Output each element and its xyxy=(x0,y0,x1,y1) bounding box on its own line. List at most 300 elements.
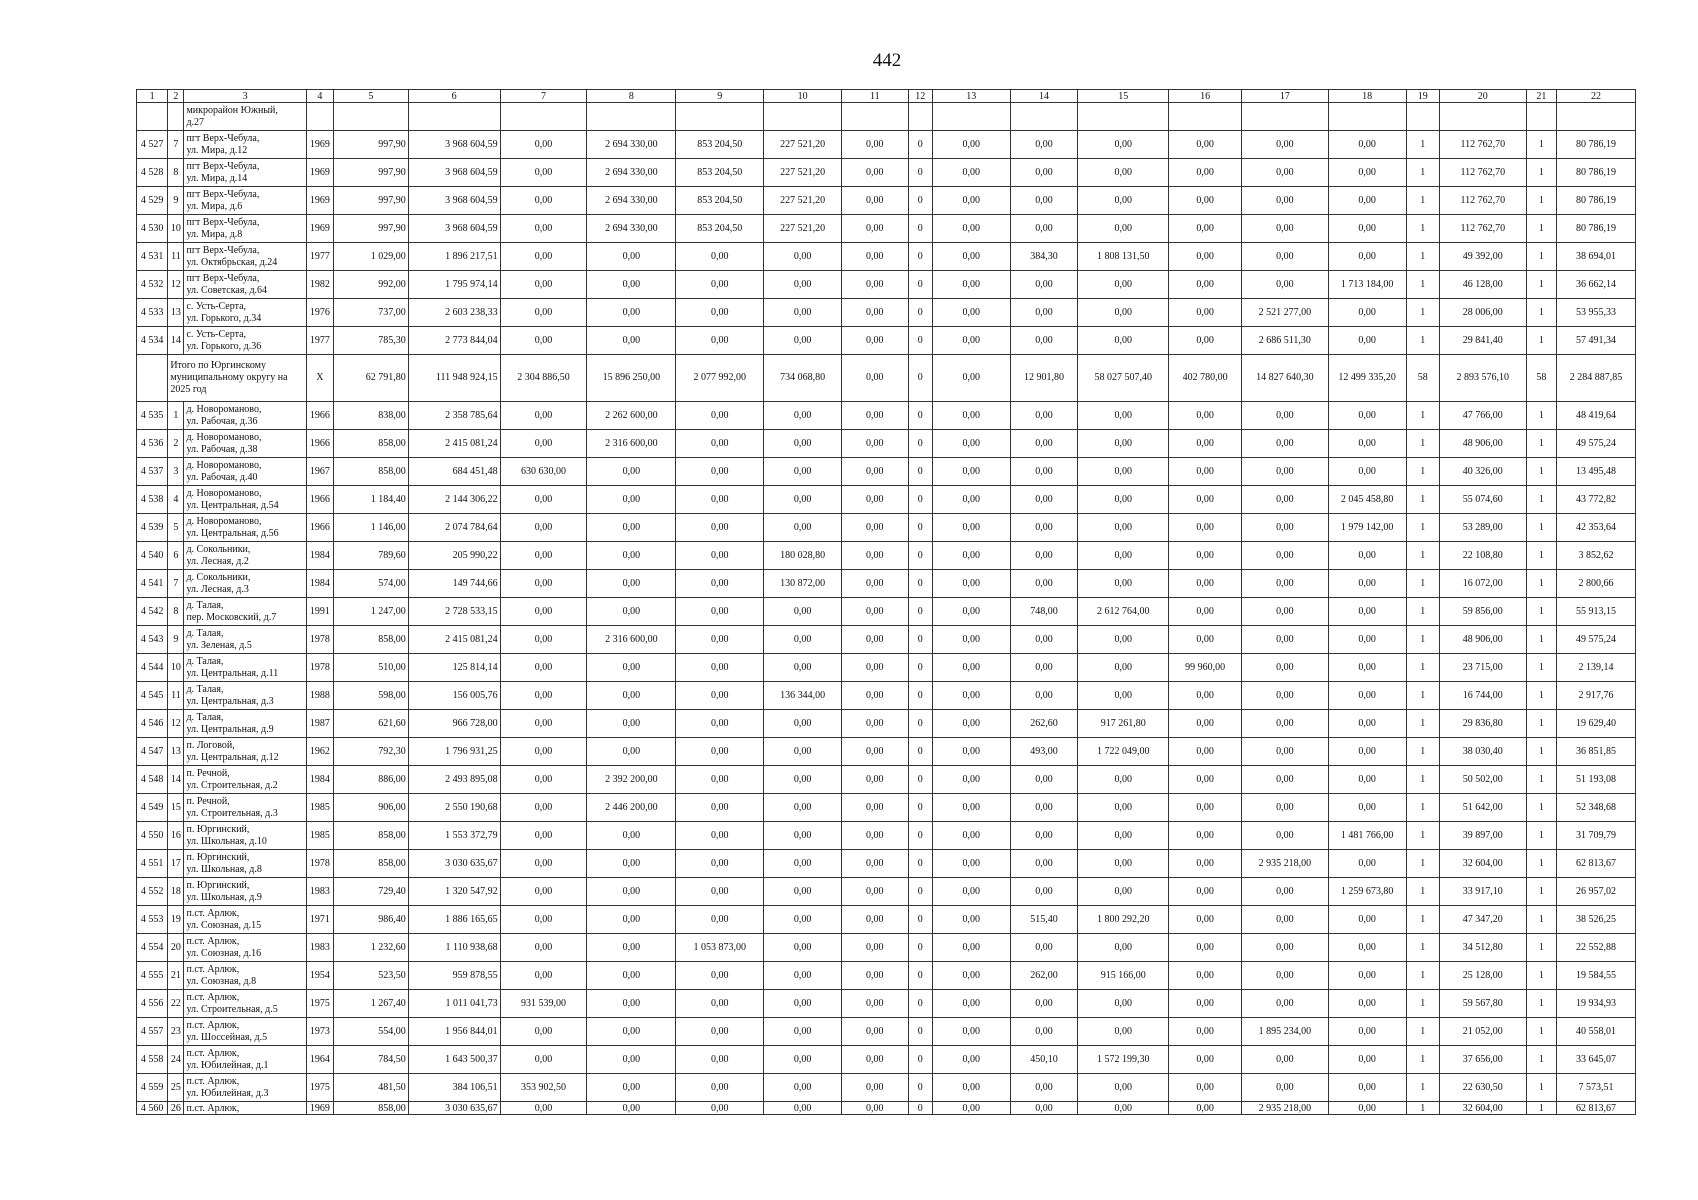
value-cell-c13: 0,00 xyxy=(932,243,1010,271)
table-row xyxy=(137,458,1636,486)
address-line: ул. Мира, д.14 xyxy=(186,172,248,184)
value-cell-c9: 853 204,50 xyxy=(676,159,764,187)
row-number-cell: 8 xyxy=(168,159,184,187)
table-body xyxy=(137,90,1636,1115)
value-cell-c21: 1 xyxy=(1526,327,1556,355)
value-cell-c15: 0,00 xyxy=(1078,159,1169,187)
value-cell-c22: 49 575,24 xyxy=(1557,430,1636,458)
total-cell-c16: 402 780,00 xyxy=(1169,355,1242,402)
value-cell-c9: 0,00 xyxy=(676,430,764,458)
value-cell-c21: 1 xyxy=(1526,710,1556,738)
value-cell-c18: 0,00 xyxy=(1328,850,1406,878)
total-cell-c13: 0,00 xyxy=(932,355,1010,402)
value-cell-c22: 80 786,19 xyxy=(1557,187,1636,215)
value-cell-c7: 0,00 xyxy=(500,430,587,458)
value-cell-c9: 0,00 xyxy=(676,570,764,598)
value-cell-c6: 2 728 533,15 xyxy=(408,598,500,626)
value-cell-c12: 0 xyxy=(908,738,932,766)
value-cell-c18: 0,00 xyxy=(1328,962,1406,990)
value-cell-c17: 0,00 xyxy=(1241,794,1328,822)
value-cell-c7: 0,00 xyxy=(500,187,587,215)
value-cell-c18: 0,00 xyxy=(1328,990,1406,1018)
address-line: ул. Зеленая, д.5 xyxy=(186,639,252,651)
total-cell-c10: 734 068,80 xyxy=(764,355,842,402)
value-cell-c17: 0,00 xyxy=(1241,962,1328,990)
value-cell-c12: 0 xyxy=(908,682,932,710)
row-number-cell: 3 xyxy=(168,458,184,486)
value-cell-c10: 0,00 xyxy=(764,243,842,271)
value-cell-c16: 0,00 xyxy=(1169,906,1242,934)
value-cell-c6: 1 896 217,51 xyxy=(408,243,500,271)
address-line: п. Речной, xyxy=(186,767,230,779)
value-cell-c11: 0,00 xyxy=(841,626,908,654)
value-cell-c7: 0,00 xyxy=(500,710,587,738)
value-cell-c12: 0 xyxy=(908,1018,932,1046)
row-id-cell: 4 556 xyxy=(137,990,168,1018)
value-cell-c21: 1 xyxy=(1526,542,1556,570)
value-cell-c11: 0,00 xyxy=(841,682,908,710)
value-cell-c13: 0,00 xyxy=(932,1018,1010,1046)
value-cell-c21: 1 xyxy=(1526,299,1556,327)
address-line: пгт Верх-Чебула, xyxy=(186,132,260,144)
value-cell-c10: 0,00 xyxy=(764,766,842,794)
row-id-cell: 4 532 xyxy=(137,271,168,299)
value-cell-c13: 0,00 xyxy=(932,710,1010,738)
value-cell-c17: 0,00 xyxy=(1241,990,1328,1018)
value-cell-c16: 99 960,00 xyxy=(1169,654,1242,682)
value-cell-c13: 0,00 xyxy=(932,878,1010,906)
row-number-cell: 26 xyxy=(168,1102,184,1115)
table-row xyxy=(137,1074,1636,1102)
row-number-cell: 24 xyxy=(168,1046,184,1074)
value-cell-c9: 0,00 xyxy=(676,682,764,710)
year-cell: 1969 xyxy=(306,215,333,243)
value-cell-c8: 0,00 xyxy=(587,934,676,962)
value-cell-c6: 2 144 306,22 xyxy=(408,486,500,514)
value-cell-c6: 1 886 165,65 xyxy=(408,906,500,934)
address-line: д. Талая, xyxy=(186,711,224,723)
year-cell: 1966 xyxy=(306,486,333,514)
value-cell-c21: 1 xyxy=(1526,766,1556,794)
table-row xyxy=(137,299,1636,327)
value-cell-c19: 1 xyxy=(1406,766,1439,794)
value-cell-c10: 0,00 xyxy=(764,878,842,906)
value-cell-c12: 0 xyxy=(908,626,932,654)
address-cell xyxy=(184,159,306,187)
value-cell-c5: 858,00 xyxy=(333,626,408,654)
value-cell-c14: 0,00 xyxy=(1010,990,1078,1018)
value-cell-c22: 43 772,82 xyxy=(1557,486,1636,514)
value-cell-c11: 0,00 xyxy=(841,906,908,934)
table-row xyxy=(137,570,1636,598)
row-number-cell: 12 xyxy=(168,710,184,738)
row-number-cell: 6 xyxy=(168,542,184,570)
value-cell-c15: 1 572 199,30 xyxy=(1078,1046,1169,1074)
value-cell-c18: 0,00 xyxy=(1328,570,1406,598)
row-number-cell: 16 xyxy=(168,822,184,850)
value-cell-c20: 112 762,70 xyxy=(1439,131,1526,159)
value-cell-c16: 0,00 xyxy=(1169,430,1242,458)
table-row xyxy=(137,654,1636,682)
table-row xyxy=(137,1018,1636,1046)
value-cell-c13: 0,00 xyxy=(932,682,1010,710)
value-cell-c5: 554,00 xyxy=(333,1018,408,1046)
total-cell-c9: 2 077 992,00 xyxy=(676,355,764,402)
total-cell-c18: 12 499 335,20 xyxy=(1328,355,1406,402)
value-cell-c11: 0,00 xyxy=(841,934,908,962)
value-cell-c8: 0,00 xyxy=(587,271,676,299)
value-cell-c13: 0,00 xyxy=(932,794,1010,822)
value-cell-c11: 0,00 xyxy=(841,710,908,738)
value-cell-c20: 49 392,00 xyxy=(1439,243,1526,271)
address-line: п.ст. Арлюк, xyxy=(186,1019,240,1031)
row-id-cell: 4 533 xyxy=(137,299,168,327)
value-cell-c6: 3 968 604,59 xyxy=(408,215,500,243)
value-cell-c9: 0,00 xyxy=(676,598,764,626)
year-cell: 1977 xyxy=(306,243,333,271)
value-cell-c10: 0,00 xyxy=(764,1074,842,1102)
address-line: муниципальному округу на xyxy=(170,372,288,383)
value-cell-c5: 858,00 xyxy=(333,1102,408,1115)
address-cell xyxy=(184,1102,306,1115)
value-cell-c9: 1 053 873,00 xyxy=(676,934,764,962)
value-cell-c14: 262,00 xyxy=(1010,962,1078,990)
address-line: п. Речной, xyxy=(186,795,230,807)
value-cell-c12: 0 xyxy=(908,402,932,430)
value-cell-c20: 22 108,80 xyxy=(1439,542,1526,570)
address-line: п.ст. Арлюк, xyxy=(186,907,240,919)
address-cell xyxy=(184,458,306,486)
address-cell xyxy=(184,131,306,159)
value-cell-c19: 1 xyxy=(1406,215,1439,243)
value-cell-c15: 0,00 xyxy=(1078,299,1169,327)
address-line: ул. Шоссейная, д.5 xyxy=(186,1031,268,1043)
row-number-cell: 17 xyxy=(168,850,184,878)
value-cell-c13: 0,00 xyxy=(932,458,1010,486)
value-cell-c13: 0,00 xyxy=(932,766,1010,794)
address-line: 2025 год xyxy=(170,384,207,395)
total-cell-c12: 0 xyxy=(908,355,932,402)
value-cell-c20: 46 128,00 xyxy=(1439,271,1526,299)
year-cell: 1976 xyxy=(306,299,333,327)
year-cell: 1983 xyxy=(306,878,333,906)
value-cell-c15: 0,00 xyxy=(1078,1074,1169,1102)
value-cell-c11: 0,00 xyxy=(841,962,908,990)
value-cell-c15: 0,00 xyxy=(1078,187,1169,215)
column-number-header: 12 xyxy=(908,90,932,103)
value-cell-c9: 0,00 xyxy=(676,710,764,738)
value-cell-c22: 62 813,67 xyxy=(1557,1102,1636,1115)
value-cell-c22: 48 419,64 xyxy=(1557,402,1636,430)
value-cell-c17: 0,00 xyxy=(1241,626,1328,654)
value-cell-c9: 0,00 xyxy=(676,626,764,654)
address-line: п. Логовой, xyxy=(186,739,235,751)
row-id-cell: 4 548 xyxy=(137,766,168,794)
address-line: ул. Центральная, д.54 xyxy=(186,499,279,511)
value-cell-c19: 1 xyxy=(1406,299,1439,327)
value-cell-c14: 0,00 xyxy=(1010,822,1078,850)
row-id-cell: 4 551 xyxy=(137,850,168,878)
value-cell-c11: 0,00 xyxy=(841,327,908,355)
value-cell-c15: 0,00 xyxy=(1078,934,1169,962)
address-line: п.ст. Арлюк, xyxy=(186,935,240,947)
value-cell-c11: 0,00 xyxy=(841,215,908,243)
value-cell-c11: 0,00 xyxy=(841,738,908,766)
value-cell-c10: 0,00 xyxy=(764,906,842,934)
value-cell-c8: 0,00 xyxy=(587,598,676,626)
value-cell-c16: 0,00 xyxy=(1169,187,1242,215)
value-cell-c11: 0,00 xyxy=(841,654,908,682)
value-cell-c11: 0,00 xyxy=(841,299,908,327)
address-line: ул. Центральная, д.56 xyxy=(186,527,279,539)
value-cell-c14: 0,00 xyxy=(1010,766,1078,794)
value-cell-c8: 2 694 330,00 xyxy=(587,187,676,215)
row-id-cell: 4 554 xyxy=(137,934,168,962)
year-cell: 1971 xyxy=(306,906,333,934)
value-cell-c15: 0,00 xyxy=(1078,850,1169,878)
value-cell-c15: 0,00 xyxy=(1078,542,1169,570)
value-cell-c17: 0,00 xyxy=(1241,458,1328,486)
value-cell-c7: 0,00 xyxy=(500,850,587,878)
value-cell-c6: 3 968 604,59 xyxy=(408,159,500,187)
address-line: п.ст. Арлюк, xyxy=(186,1047,240,1059)
value-cell-c6: 384 106,51 xyxy=(408,1074,500,1102)
value-cell-c19: 1 xyxy=(1406,542,1439,570)
year-cell: 1991 xyxy=(306,598,333,626)
value-cell-c22: 33 645,07 xyxy=(1557,1046,1636,1074)
value-cell-c20: 48 906,00 xyxy=(1439,626,1526,654)
row-id-cell: 4 555 xyxy=(137,962,168,990)
value-cell-c8: 0,00 xyxy=(587,243,676,271)
value-cell-c8: 2 446 200,00 xyxy=(587,794,676,822)
address-line: ул. Горького, д.34 xyxy=(186,312,262,324)
value-cell-c6: 3 030 635,67 xyxy=(408,850,500,878)
address-cell xyxy=(184,327,306,355)
value-cell-c13: 0,00 xyxy=(932,738,1010,766)
value-cell-c17: 0,00 xyxy=(1241,187,1328,215)
empty-cell xyxy=(1328,103,1406,131)
column-number-header: 2 xyxy=(168,90,184,103)
address-line: ул. Центральная, д.9 xyxy=(186,723,274,735)
row-id-cell: 4 546 xyxy=(137,710,168,738)
value-cell-c19: 1 xyxy=(1406,934,1439,962)
value-cell-c14: 0,00 xyxy=(1010,1018,1078,1046)
address-line: ул. Октябрьская, д.24 xyxy=(186,256,278,268)
address-line: с. Усть-Серта, xyxy=(186,300,247,312)
value-cell-c8: 0,00 xyxy=(587,542,676,570)
value-cell-c18: 0,00 xyxy=(1328,159,1406,187)
value-cell-c18: 0,00 xyxy=(1328,1046,1406,1074)
value-cell-c7: 0,00 xyxy=(500,766,587,794)
address-line: Итого по Юргинскому xyxy=(170,360,266,371)
value-cell-c10: 227 521,20 xyxy=(764,159,842,187)
value-cell-c9: 0,00 xyxy=(676,822,764,850)
value-cell-c17: 2 935 218,00 xyxy=(1241,850,1328,878)
value-cell-c18: 0,00 xyxy=(1328,299,1406,327)
value-cell-c19: 1 xyxy=(1406,626,1439,654)
value-cell-c11: 0,00 xyxy=(841,402,908,430)
address-line: ул. Юбилейная, д.3 xyxy=(186,1087,269,1099)
empty-cell xyxy=(908,103,932,131)
value-cell-c15: 0,00 xyxy=(1078,458,1169,486)
table-row xyxy=(137,794,1636,822)
value-cell-c21: 1 xyxy=(1526,1074,1556,1102)
value-cell-c20: 23 715,00 xyxy=(1439,654,1526,682)
value-cell-c20: 21 052,00 xyxy=(1439,1018,1526,1046)
value-cell-c8: 0,00 xyxy=(587,486,676,514)
value-cell-c6: 1 110 938,68 xyxy=(408,934,500,962)
value-cell-c20: 32 604,00 xyxy=(1439,1102,1526,1115)
value-cell-c16: 0,00 xyxy=(1169,850,1242,878)
row-number-cell: 10 xyxy=(168,654,184,682)
year-cell: 1977 xyxy=(306,327,333,355)
value-cell-c8: 2 694 330,00 xyxy=(587,159,676,187)
value-cell-c19: 1 xyxy=(1406,850,1439,878)
value-cell-c8: 0,00 xyxy=(587,1018,676,1046)
value-cell-c10: 0,00 xyxy=(764,299,842,327)
value-cell-c8: 2 694 330,00 xyxy=(587,131,676,159)
value-cell-c10: 0,00 xyxy=(764,430,842,458)
value-cell-c22: 38 694,01 xyxy=(1557,243,1636,271)
value-cell-c16: 0,00 xyxy=(1169,934,1242,962)
row-id-cell: 4 560 xyxy=(137,1102,168,1115)
value-cell-c18: 0,00 xyxy=(1328,710,1406,738)
empty-cell xyxy=(587,103,676,131)
value-cell-c6: 1 320 547,92 xyxy=(408,878,500,906)
value-cell-c11: 0,00 xyxy=(841,159,908,187)
value-cell-c12: 0 xyxy=(908,1102,932,1115)
value-cell-c18: 0,00 xyxy=(1328,1102,1406,1115)
column-number-header: 9 xyxy=(676,90,764,103)
value-cell-c22: 80 786,19 xyxy=(1557,159,1636,187)
value-cell-c22: 42 353,64 xyxy=(1557,514,1636,542)
table-row xyxy=(137,682,1636,710)
value-cell-c11: 0,00 xyxy=(841,486,908,514)
address-line: пгт Верх-Чебула, xyxy=(186,216,260,228)
value-cell-c6: 2 603 238,33 xyxy=(408,299,500,327)
value-cell-c7: 0,00 xyxy=(500,299,587,327)
value-cell-c7: 0,00 xyxy=(500,514,587,542)
value-cell-c9: 0,00 xyxy=(676,514,764,542)
value-cell-c22: 7 573,51 xyxy=(1557,1074,1636,1102)
row-number-cell: 18 xyxy=(168,878,184,906)
value-cell-c15: 917 261,80 xyxy=(1078,710,1169,738)
value-cell-c12: 0 xyxy=(908,570,932,598)
address-cell xyxy=(184,542,306,570)
address-cell xyxy=(184,430,306,458)
address-line: д. Талая, xyxy=(186,683,224,695)
total-cell-c7: 2 304 886,50 xyxy=(500,355,587,402)
row-id-cell: 4 537 xyxy=(137,458,168,486)
value-cell-c6: 959 878,55 xyxy=(408,962,500,990)
value-cell-c13: 0,00 xyxy=(932,990,1010,1018)
row-number-cell: 14 xyxy=(168,766,184,794)
value-cell-c6: 3 968 604,59 xyxy=(408,131,500,159)
value-cell-c5: 1 247,00 xyxy=(333,598,408,626)
value-cell-c17: 0,00 xyxy=(1241,878,1328,906)
address-line: пер. Московский, д.7 xyxy=(186,611,277,623)
value-cell-c22: 38 526,25 xyxy=(1557,906,1636,934)
row-number-cell: 5 xyxy=(168,514,184,542)
value-cell-c16: 0,00 xyxy=(1169,822,1242,850)
value-cell-c19: 1 xyxy=(1406,1046,1439,1074)
value-cell-c12: 0 xyxy=(908,850,932,878)
value-cell-c19: 1 xyxy=(1406,1074,1439,1102)
value-cell-c22: 51 193,08 xyxy=(1557,766,1636,794)
value-cell-c21: 1 xyxy=(1526,215,1556,243)
address-line: с. Усть-Серта, xyxy=(186,328,247,340)
value-cell-c8: 0,00 xyxy=(587,458,676,486)
value-cell-c7: 0,00 xyxy=(500,402,587,430)
value-cell-c10: 130 872,00 xyxy=(764,570,842,598)
value-cell-c12: 0 xyxy=(908,327,932,355)
value-cell-c16: 0,00 xyxy=(1169,131,1242,159)
value-cell-c10: 0,00 xyxy=(764,962,842,990)
value-cell-c22: 13 495,48 xyxy=(1557,458,1636,486)
value-cell-c18: 0,00 xyxy=(1328,458,1406,486)
value-cell-c7: 353 902,50 xyxy=(500,1074,587,1102)
year-cell: 1966 xyxy=(306,402,333,430)
value-cell-c18: 0,00 xyxy=(1328,430,1406,458)
value-cell-c18: 0,00 xyxy=(1328,626,1406,654)
value-cell-c19: 1 xyxy=(1406,710,1439,738)
value-cell-c18: 0,00 xyxy=(1328,598,1406,626)
empty-cell xyxy=(676,103,764,131)
total-cell-c20: 2 893 576,10 xyxy=(1439,355,1526,402)
table-row xyxy=(137,215,1636,243)
row-id-cell: 4 527 xyxy=(137,131,168,159)
value-cell-c6: 149 744,66 xyxy=(408,570,500,598)
address-cell xyxy=(184,187,306,215)
value-cell-c22: 80 786,19 xyxy=(1557,131,1636,159)
value-cell-c7: 0,00 xyxy=(500,822,587,850)
value-cell-c19: 1 xyxy=(1406,131,1439,159)
year-cell: 1969 xyxy=(306,1102,333,1115)
row-id-cell: 4 530 xyxy=(137,215,168,243)
value-cell-c22: 19 629,40 xyxy=(1557,710,1636,738)
value-cell-c13: 0,00 xyxy=(932,1074,1010,1102)
value-cell-c20: 29 836,80 xyxy=(1439,710,1526,738)
value-cell-c7: 0,00 xyxy=(500,1018,587,1046)
value-cell-c12: 0 xyxy=(908,159,932,187)
value-cell-c16: 0,00 xyxy=(1169,598,1242,626)
value-cell-c16: 0,00 xyxy=(1169,738,1242,766)
value-cell-c22: 19 584,55 xyxy=(1557,962,1636,990)
address-cell xyxy=(184,654,306,682)
value-cell-c18: 0,00 xyxy=(1328,654,1406,682)
value-cell-c13: 0,00 xyxy=(932,654,1010,682)
value-cell-c14: 0,00 xyxy=(1010,626,1078,654)
value-cell-c16: 0,00 xyxy=(1169,794,1242,822)
value-cell-c21: 1 xyxy=(1526,159,1556,187)
page-number: 442 xyxy=(872,50,902,71)
value-cell-c20: 37 656,00 xyxy=(1439,1046,1526,1074)
value-cell-c20: 55 074,60 xyxy=(1439,486,1526,514)
address-cell xyxy=(184,514,306,542)
value-cell-c22: 19 934,93 xyxy=(1557,990,1636,1018)
value-cell-c17: 0,00 xyxy=(1241,906,1328,934)
year-cell: 1962 xyxy=(306,738,333,766)
value-cell-c13: 0,00 xyxy=(932,962,1010,990)
value-cell-c17: 0,00 xyxy=(1241,570,1328,598)
value-cell-c10: 0,00 xyxy=(764,486,842,514)
table-row xyxy=(137,486,1636,514)
address-cell xyxy=(184,794,306,822)
value-cell-c11: 0,00 xyxy=(841,766,908,794)
value-cell-c6: 2 773 844,04 xyxy=(408,327,500,355)
empty-cell xyxy=(1010,103,1078,131)
column-number-header: 4 xyxy=(306,90,333,103)
